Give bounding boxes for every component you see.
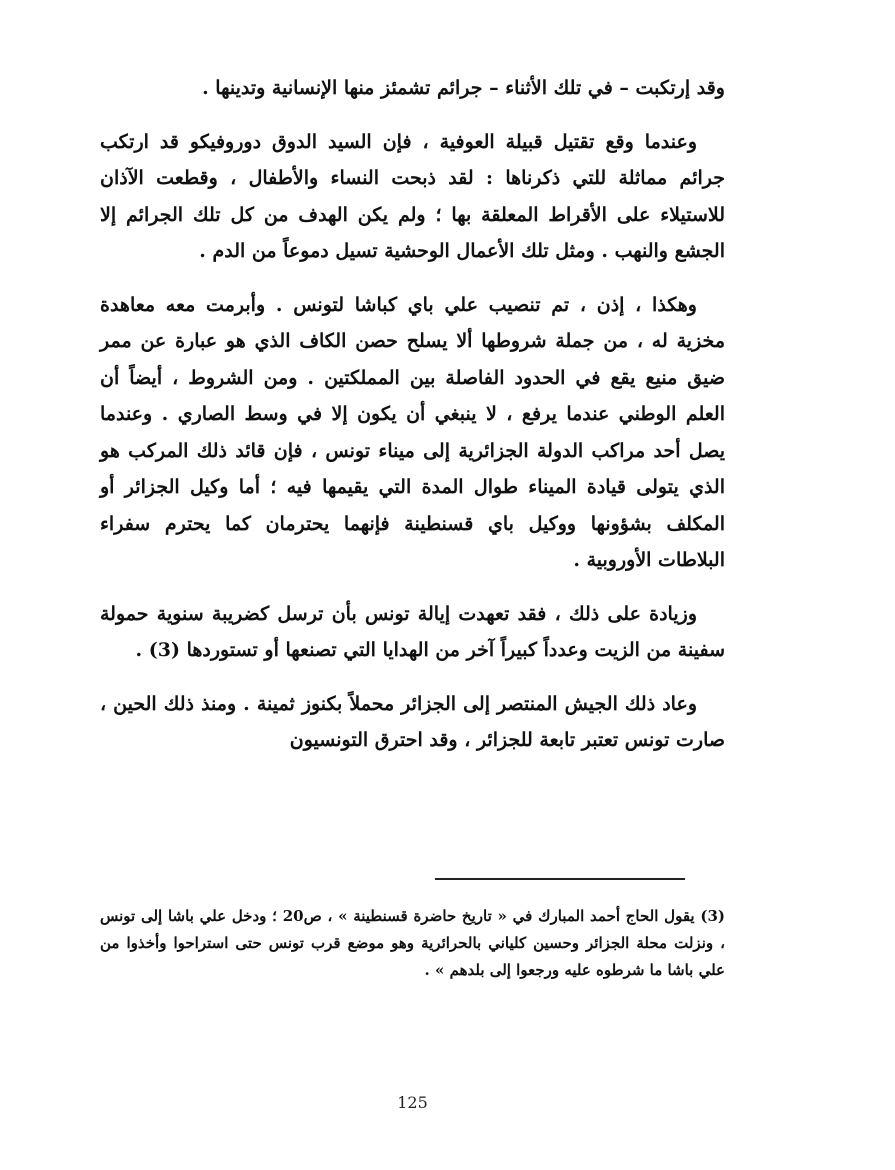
footnote-divider [435, 878, 685, 880]
paragraph-3: وهكذا ، إذن ، تم تنصيب علي باي كباشا لتونس . وأبرمت معه معاهدة مخزية له ، من جملة شروطها ألا يسلح حصن الكاف الذي هو عبارة عن ممر ضيق منيع يقع في الحدود الفاصلة بين المملكتين . ومن الشروط ، أيضاً أن العلم الوطني عندما يرفع ، لا ينبغي أن يكون إلا في وسط الصاري . وعندما يصل أحد مراكب الدولة الجزائرية إلى ميناء تونس ، فإن قائد ذلك المركب هو الذي يتولى قيادة الميناء طوال المدة التي يقيمها فيه ؛ أما وكيل الجزائر أو المكلف بشؤونها ووكيل باي قسنطينة فإنهما يحترمان كما يحترم سفراء البلاطات الأوروبية . [100, 293, 725, 571]
paragraph-2: وعندما وقع تقتيل قبيلة العوفية ، فإن السيد الدوق دوروفيكو قد ارتكب جرائم مماثلة للتي ذكرناها : لقد ذبحت النساء والأطفال ، وقطعت الآذان للاستيلاء على الأقراط المعلقة بها ؛ ولم يكن الهدف من كل تلك الجرائم إلا الجشع والنهب . ومثل تلك الأعمال الوحشية تسيل دموعاً من الدم . [100, 130, 725, 262]
paragraph-1: وقد إرتكبت – في تلك الأثناء – جرائم تشمئز منها الإنسانية وتدينها . [202, 77, 725, 99]
footnote-text: (3) يقول الحاج أحمد المبارك في « تاريخ حاضرة قسنطينة » ، ص20 ؛ ودخل علي باشا إلى تونس ، ونزلت محلة الجزائر وحسين كلياني بالحرائرية وهو موضع قرب تونس حتى استراحوا وأخذوا من علي باشا ما شرطوه عليه ورجعوا إلى بلدهم » . [100, 907, 726, 979]
main-text [100, 70, 725, 776]
footnote [100, 903, 725, 984]
page-number: 125 [397, 1093, 428, 1112]
paragraph-4: وزيادة على ذلك ، فقد تعهدت إيالة تونس بأن ترسل كضريبة سنوية حمولة سفينة من الزيت وعدداً كبيراً آخر من الهدايا التي تصنعها أو تستوردها (3) . [100, 602, 725, 661]
paragraph-5: وعاد ذلك الجيش المنتصر إلى الجزائر محملاً بكنوز ثمينة . ومنذ ذلك الحين ، صارت تونس تعتبر تابعة للجزائر ، وقد احترق التونسيون [100, 692, 725, 751]
